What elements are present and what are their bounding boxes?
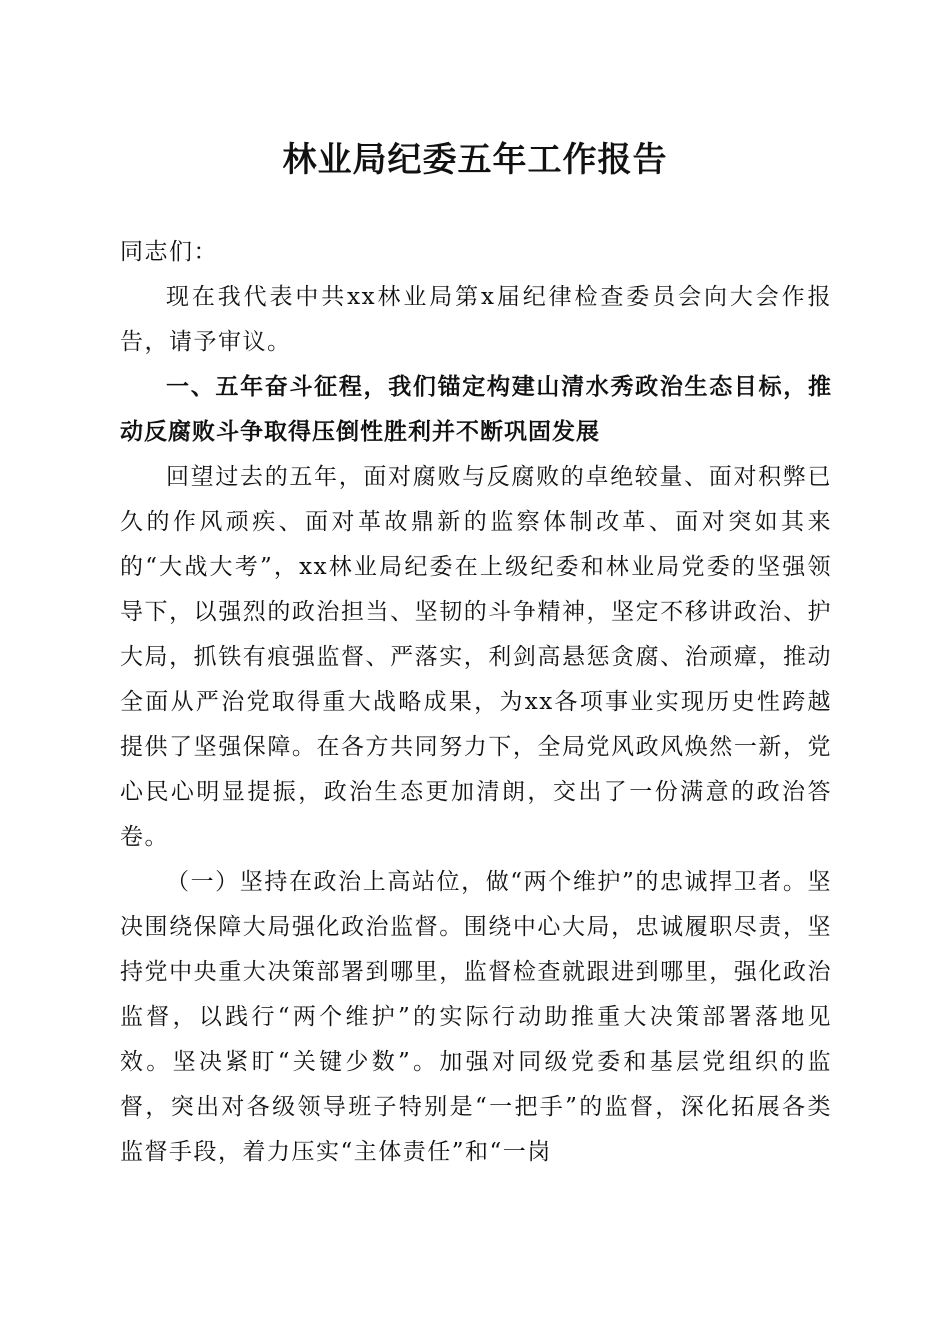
- document-body: [120, 230, 832, 1175]
- subsection-1-paragraph: （一）坚持在政治上高站位，做“两个维护”的忠诚捍卫者。坚决围绕保障大局强化政治监督。围绕中心大局，忠诚履职尽责，坚持党中央重大决策部署到哪里，监督检查就跟进到哪里，强化政治监督，以践行“两个维护”的实际行动助推重大决策部署落地见效。坚决紧盯“关键少数”。加强对同级党委和基层党组织的监督，突出对各级领导班子特别是“一把手”的监督，深化拓展各类监督手段，着力压实“主体责任”和“一岗: [120, 869, 832, 1165]
- opening-paragraph: 现在我代表中共xx林业局第x届纪律检查委员会向大会作报告，请予审议。: [120, 284, 832, 355]
- section-1-paragraph: 回望过去的五年，面对腐败与反腐败的卓绝较量、面对积弊已久的作风顽疾、面对革故鼎新的监察体制改革、面对突如其来的“大战大考”，xx林业局纪委在上级纪委和林业局党委的坚强领导下，以强烈的政治担当、坚韧的斗争精神，坚定不移讲政治、护大局，抓铁有痕强监督、严落实，利剑高悬惩贪腐、治顽瘴，推动全面从严治党取得重大战略成果，为xx各项事业实现历史性跨越提供了坚强保障。在各方共同努力下，全局党风政风焕然一新，党心民心明显提振，政治生态更加清朗，交出了一份满意的政治答卷。: [120, 464, 832, 850]
- section-heading-1: 一、五年奋斗征程，我们锚定构建山清水秀政治生态目标，推动反腐败斗争取得压倒性胜利并不断巩固发展: [120, 374, 832, 445]
- salutation: 同志们：: [120, 239, 218, 265]
- document-title: 林业局纪委五年工作报告: [282, 140, 668, 180]
